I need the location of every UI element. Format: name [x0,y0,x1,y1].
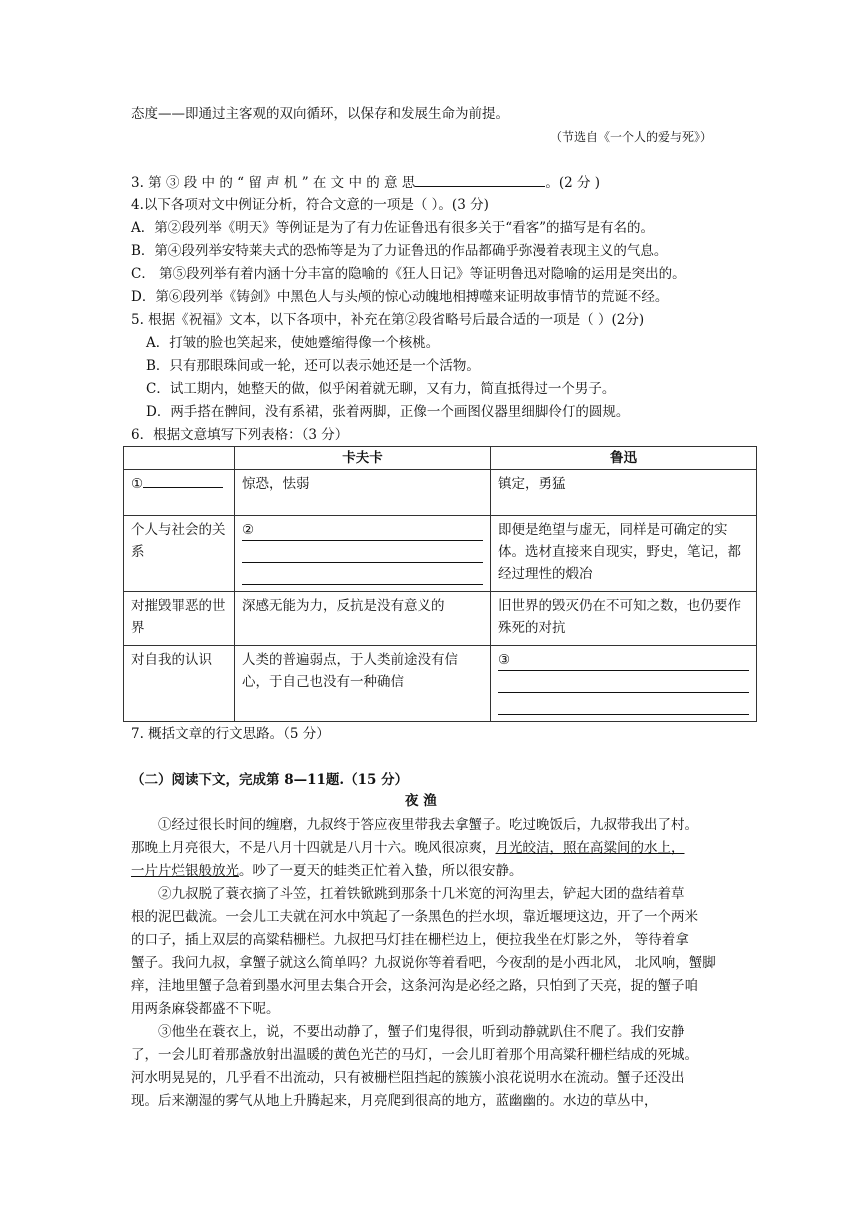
underlined-sentence: 月光皎洁，照在高粱间的水上， [495,840,685,856]
p1-line-1: ①经过很长时间的缠磨，九叔终于答应夜里带我去拿蟹子。吃过晚饭后，九叔带我出了村。 [158,817,698,833]
table-cell: 人类的普遍弱点，于人类前途没有信心，于自己也没有一种确信 [235,646,491,722]
prev-passage-last-line: 态度——即通过主客观的双向循环，以保存和发展生命为前提。 [131,106,509,122]
table-header-kafka: 卡夫卡 [235,447,491,470]
q5-option-a: A．打皱的脸也笑起来，使她蹙缩得像一个核桃。 [146,335,440,351]
blank-marker-2: ② [242,522,255,538]
blank-marker-1: ① [131,476,144,492]
table-row [124,646,757,722]
p3-line-2: 了，一会儿盯着那盏放射出温暖的黄色光芒的马灯，一会儿盯着那个用高粱秆栅栏结成的死城。 [131,1047,698,1063]
table-row-label: 个人与社会的关系 [124,516,235,592]
p3-line-1: ③他坐在蓑衣上，说，不要出动静了，蟹子们鬼得很，听到动静就趴住不爬了。我们安静 [158,1024,685,1040]
table-cell: 即便是绝望与虚无，同样是可确定的实体。选材直接来自现实，野史，笔记，都经过理性的煅冶 [491,516,757,592]
answer-line-2c[interactable] [242,563,483,585]
answer-line-2b[interactable] [242,541,483,563]
table-cell-answer [235,516,491,592]
table-row-label: 对摧毁罪恶的世界 [124,592,235,646]
table-row-label: 对自我的认识 [124,646,235,722]
q5-option-d: D．两手搭在髀间，没有系裙，张着两脚，正像一个画图仪器里细脚伶仃的圆规。 [146,404,630,420]
q4-option-d: D．第⑥段列举《铸剑》中黑色人与头颅的惊心动魄地相搏噬来证明故事情节的荒诞不经。 [131,289,669,305]
blank-marker-3: ③ [498,652,511,668]
answer-line-3b[interactable] [498,671,749,693]
table-row [124,470,757,516]
p1-line-2 [131,838,685,858]
q4-option-c: C． 第⑤段列举有着内涵十分丰富的隐喻的《狂人日记》等证明鲁迅对隐喻的运用是突出的。 [131,266,686,282]
answer-line-3[interactable] [498,649,749,671]
table-cell: 惊恐，怯弱 [235,470,491,516]
p3-line-3: 河水明晃晃的，几乎看不出流动，只有被栅栏阻挡起的簇簇小浪花说明水在流动。蟹子还没出 [131,1070,685,1086]
question-7-stem: 7. 概括文章的行文思路。（5 分） [131,726,330,742]
table-header-luxun: 鲁迅 [491,447,757,470]
answer-line-2[interactable] [242,519,483,541]
p3-line-4: 现。后来潮湿的雾气从地上升腾起来，月亮爬到很高的地方，蓝幽幽的。水边的草丛中， [131,1093,658,1109]
table-cell-answer [491,646,757,722]
table-cell: 深感无能为力，反抗是没有意义的 [235,592,491,646]
p2-line-5: 痒，洼地里蟹子急着到墨水河里去集合开会，这条河沟是必经之路，只怕到了天亮，捉的蟹子咱 [131,978,698,994]
story-title: 夜 渔 [405,793,437,809]
q5-option-c: C．试工期内，她整天的做，似乎闲着就无聊，又有力，简直抵得过一个男子。 [146,381,616,397]
table-cell: 镇定，勇猛 [491,470,757,516]
p1-line-3-text: 。吵了一夏天的蛙类正忙着入蛰，所以很安静。 [239,863,523,879]
q5-option-b: B．只有那眼珠间或一轮，还可以表示她还是一个活物。 [146,358,480,374]
answer-blank-1[interactable] [143,473,223,488]
p2-line-4: 蟹子。我问九叔，拿蟹子就这么简单吗？九叔说你等着看吧，今夜刮的是小西北风， 北风响，蟹脚 [131,955,716,971]
question-3-score: 。(2 分 ) [545,175,601,191]
prev-passage-source: （节选自《一个人的爱与死》） [549,130,712,144]
p2-line-1: ②九叔脱了蓑衣摘了斗笠，扛着铁锨跳到那条十几米宽的河沟里去，铲起大团的盘结着草 [158,886,685,902]
table-row-label [124,470,235,516]
table-header-row [124,447,757,470]
question-5-stem: 5. 根据《祝福》文本，以下各项中，补充在第②段省略号后最合适的一项是（ ）(2分) [131,312,645,328]
q4-option-b: B．第④段列举安特莱夫式的恐怖等是为了力证鲁迅的作品都确乎弥漫着表现主义的气息。 [131,243,668,259]
section-2-heading: （二）阅读下文，完成第 8—11题.（15 分） [131,772,409,788]
table-cell: 旧世界的毁灭仍在不可知之数，也仍要作殊死的对抗 [491,592,757,646]
comparison-table [123,446,757,722]
answer-blank-q3[interactable] [415,172,545,187]
question-6-stem: 6．根据文意填写下列表格：（3 分） [131,427,349,443]
p1-line-3 [131,861,523,881]
answer-line-3c[interactable] [498,693,749,715]
table-row [124,592,757,646]
question-4-stem: 4.以下各项对文中例证分析，符合文意的一项是（ ）。(3 分) [131,197,489,213]
q4-option-a: A．第②段列举《明天》等例证是为了有力佐证鲁迅有很多关于“看客”的描写是有名的。 [131,220,655,236]
p2-line-2: 根的泥巴截流。一会儿工夫就在河水中筑起了一条黑色的拦水坝，靠近堰埂这边，开了一个两米 [131,909,698,925]
p2-line-6: 用两条麻袋都盛不下呢。 [131,1001,280,1017]
p2-line-3: 的口子，插上双层的高粱秸栅栏。九叔把马灯挂在栅栏边上，便拉我坐在灯影之外， 等待着拿 [131,932,689,948]
underlined-sentence-cont: 一片片烂银般放光 [131,863,239,879]
table-header-empty [124,447,235,470]
p1-line-2-text: 那晚上月亮很大，不是八月十四就是八月十六。晚风很凉爽， [131,840,496,856]
question-3 [131,172,600,193]
table-row [124,516,757,592]
question-3-stem: 3. 第 ③ 段 中 的 “ 留 声 机 ” 在 文 中 的 意 思 [131,175,416,191]
